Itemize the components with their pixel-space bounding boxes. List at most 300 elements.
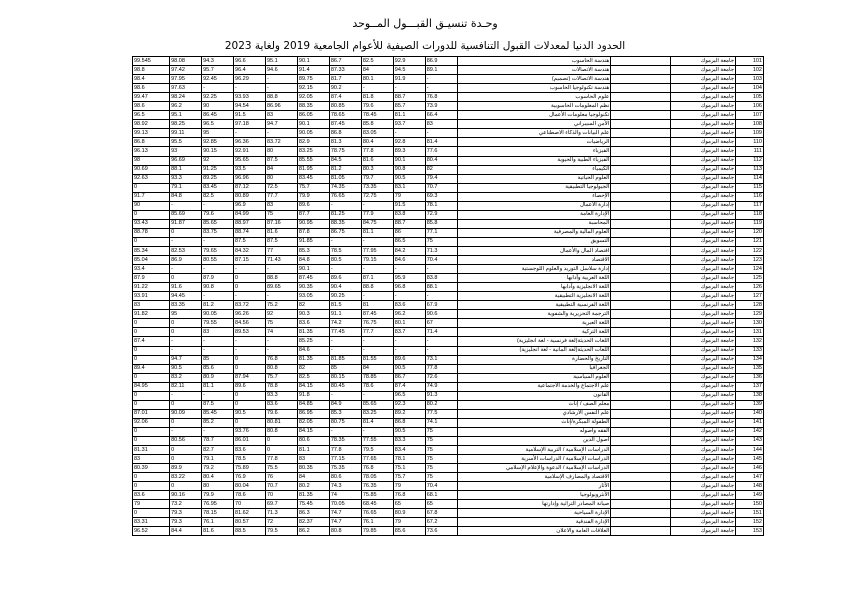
- rate-cell: 75.5: [265, 464, 297, 473]
- rate-cell: 88.35: [297, 102, 329, 111]
- rate-cell: 79.9: [297, 192, 329, 201]
- rate-cell: 92: [265, 310, 297, 319]
- rate-cell: 83.8: [425, 274, 457, 283]
- rate-cell: 83.05: [361, 129, 393, 138]
- rate-cell: -: [170, 337, 202, 346]
- rate-cell: 83: [425, 120, 457, 129]
- rate-cell: 90.5: [234, 409, 266, 418]
- rate-cell: 76.35: [361, 482, 393, 491]
- table-row: [133, 156, 764, 165]
- rate-cell: -: [329, 427, 361, 436]
- row-number-cell: 122: [736, 246, 764, 255]
- rate-cell: 83.75: [202, 228, 234, 237]
- specialization-cell: معلم الصف / إناث: [457, 400, 611, 409]
- rate-cell: 94.5: [393, 66, 425, 75]
- rate-cell: 78.7: [202, 436, 234, 445]
- rate-cell: 0: [234, 364, 266, 373]
- empty-cell: [611, 256, 671, 265]
- rate-cell: 95.5: [170, 138, 202, 147]
- rate-cell: 81.55: [361, 355, 393, 364]
- rate-cell: 83.1: [393, 183, 425, 192]
- row-number-cell: 104: [736, 84, 764, 93]
- rate-cell: 98.92: [133, 120, 170, 129]
- rate-cell: 93.43: [133, 219, 170, 228]
- rate-cell: 77.7: [265, 192, 297, 201]
- rate-cell: 80.9: [202, 373, 234, 382]
- rate-cell: 89.4: [133, 364, 170, 373]
- rate-cell: 75: [425, 455, 457, 464]
- rate-cell: 84.15: [297, 382, 329, 391]
- rate-cell: 95: [202, 129, 234, 138]
- rate-cell: 88.7: [393, 219, 425, 228]
- empty-cell: [611, 265, 671, 274]
- specialization-cell: اللغة العربية وآدابها: [457, 274, 611, 283]
- table-row: [133, 482, 764, 491]
- empty-cell: [611, 518, 671, 527]
- row-number-cell: 124: [736, 265, 764, 274]
- rate-cell: 96.8: [393, 283, 425, 292]
- row-number-cell: 132: [736, 337, 764, 346]
- rate-cell: 85.25: [297, 337, 329, 346]
- rate-cell: 88.74: [234, 228, 266, 237]
- rate-cell: 75.45: [297, 500, 329, 509]
- rate-cell: 90.1: [393, 156, 425, 165]
- rate-cell: 67.2: [425, 518, 457, 527]
- rate-cell: 86.2: [297, 527, 329, 536]
- rate-cell: 80.2: [425, 400, 457, 409]
- rate-cell: 98.4: [133, 75, 170, 84]
- rate-cell: 82.11: [170, 382, 202, 391]
- table-row: [133, 84, 764, 93]
- specialization-cell: التسويق: [457, 237, 611, 246]
- rate-cell: 96.5: [202, 120, 234, 129]
- university-cell: جامعة اليرموك: [671, 283, 736, 292]
- specialization-cell: اللغات الحديثة(لغة فرنسية - لغة انجليزية): [457, 337, 611, 346]
- rate-cell: -: [361, 346, 393, 355]
- rate-cell: 77.8: [361, 147, 393, 156]
- rate-cell: 90: [133, 201, 170, 210]
- rate-cell: 83: [202, 328, 234, 337]
- rate-cell: 80.15: [329, 373, 361, 382]
- rate-cell: 82: [297, 301, 329, 310]
- row-number-cell: 152: [736, 518, 764, 527]
- rate-cell: 0: [170, 482, 202, 491]
- row-number-cell: 115: [736, 183, 764, 192]
- rate-cell: 79.55: [202, 319, 234, 328]
- rate-cell: -: [393, 265, 425, 274]
- row-number-cell: 105: [736, 93, 764, 102]
- rate-cell: 77.5: [425, 409, 457, 418]
- row-number-cell: 117: [736, 201, 764, 210]
- rate-cell: -: [170, 237, 202, 246]
- rate-cell: 0: [133, 427, 170, 436]
- university-cell: جامعة اليرموك: [671, 301, 736, 310]
- row-number-cell: 143: [736, 436, 764, 445]
- rate-cell: 83.72: [234, 301, 266, 310]
- row-number-cell: 146: [736, 464, 764, 473]
- specialization-cell: الفقه وأصوله: [457, 427, 611, 436]
- university-cell: جامعة اليرموك: [671, 464, 736, 473]
- rate-cell: 79.3: [170, 518, 202, 527]
- empty-cell: [611, 57, 671, 66]
- empty-cell: [611, 174, 671, 183]
- rate-cell: 80.8: [265, 364, 297, 373]
- rate-cell: -: [202, 427, 234, 436]
- rate-cell: 76.8: [265, 355, 297, 364]
- table-row: [133, 283, 764, 292]
- specialization-cell: إدارة سلاسل التوريد والعلوم اللوجستية: [457, 265, 611, 274]
- table-row: [133, 210, 764, 219]
- rate-cell: 91.22: [133, 283, 170, 292]
- rate-cell: 88.1: [170, 165, 202, 174]
- rate-cell: 70.4: [425, 482, 457, 491]
- rate-cell: -: [265, 292, 297, 301]
- rate-cell: 73.2: [170, 500, 202, 509]
- rate-cell: 76.95: [202, 500, 234, 509]
- specialization-cell: الترجمة التحريرية والشفوية: [457, 310, 611, 319]
- rate-cell: 79.6: [361, 102, 393, 111]
- rate-cell: 80.3: [361, 165, 393, 174]
- table-row: [133, 382, 764, 391]
- table-row: [133, 509, 764, 518]
- rate-cell: -: [425, 129, 457, 138]
- rate-cell: 0: [170, 328, 202, 337]
- rate-cell: 83.6: [297, 319, 329, 328]
- rate-cell: 80.39: [133, 464, 170, 473]
- rate-cell: 84.6: [297, 346, 329, 355]
- rate-cell: 65: [425, 500, 457, 509]
- rate-cell: 84.5: [329, 156, 361, 165]
- rate-cell: 72.5: [265, 183, 297, 192]
- rate-cell: 0: [133, 373, 170, 382]
- rate-cell: 95.1: [265, 57, 297, 66]
- empty-cell: [611, 310, 671, 319]
- specialization-cell: هندسة الحاسوب: [457, 57, 611, 66]
- rate-cell: 90.25: [329, 292, 361, 301]
- rate-cell: 76: [265, 473, 297, 482]
- row-number-cell: 108: [736, 120, 764, 129]
- empty-cell: [611, 464, 671, 473]
- table-row: [133, 328, 764, 337]
- specialization-cell: اللغة العبرية: [457, 319, 611, 328]
- rate-cell: 73.9: [425, 102, 457, 111]
- rate-cell: 96.69: [170, 156, 202, 165]
- table-row: [133, 246, 764, 255]
- row-number-cell: 126: [736, 283, 764, 292]
- rate-cell: 91.8: [297, 391, 329, 400]
- rate-cell: 85.65: [361, 400, 393, 409]
- table-row: [133, 265, 764, 274]
- rate-cell: 93.05: [297, 292, 329, 301]
- rate-cell: 80.89: [234, 192, 266, 201]
- rate-cell: 98.6: [133, 84, 170, 93]
- row-number-cell: 129: [736, 310, 764, 319]
- rate-cell: 75.7: [265, 373, 297, 382]
- rate-cell: 75: [425, 427, 457, 436]
- rate-cell: 94.45: [170, 292, 202, 301]
- table-row: [133, 93, 764, 102]
- rate-cell: 90.5: [393, 427, 425, 436]
- rate-cell: 90: [202, 102, 234, 111]
- rate-cell: 76.65: [361, 509, 393, 518]
- rate-cell: 83.6: [265, 400, 297, 409]
- row-number-cell: 145: [736, 455, 764, 464]
- rate-cell: 80.56: [170, 436, 202, 445]
- table-row: [133, 373, 764, 382]
- specialization-cell: الفيزياء الطبية والحيوية: [457, 156, 611, 165]
- rate-cell: 90.5: [393, 174, 425, 183]
- rate-cell: 91.7: [133, 192, 170, 201]
- specialization-cell: الإدارة العامة: [457, 210, 611, 219]
- table-row: [133, 66, 764, 75]
- rate-cell: 86: [393, 228, 425, 237]
- table-row: [133, 111, 764, 120]
- rate-cell: 81.6: [265, 228, 297, 237]
- rate-cell: -: [361, 84, 393, 93]
- rate-cell: 0: [234, 274, 266, 283]
- rate-cell: 0: [133, 355, 170, 364]
- table-row: [133, 527, 764, 536]
- empty-cell: [611, 491, 671, 500]
- university-cell: جامعة اليرموك: [671, 210, 736, 219]
- rate-cell: 89.65: [265, 283, 297, 292]
- row-number-cell: 118: [736, 210, 764, 219]
- rate-cell: 90.1: [297, 265, 329, 274]
- specialization-cell: الإدارة السياحية: [457, 509, 611, 518]
- row-number-cell: 151: [736, 509, 764, 518]
- row-number-cell: 119: [736, 219, 764, 228]
- rate-cell: 76.1: [202, 518, 234, 527]
- rate-cell: 80.04: [234, 482, 266, 491]
- university-cell: جامعة اليرموك: [671, 129, 736, 138]
- rate-cell: 79.5: [265, 527, 297, 536]
- rate-cell: -: [425, 75, 457, 84]
- empty-cell: [611, 237, 671, 246]
- rate-cell: 85.34: [133, 246, 170, 255]
- rate-cell: 83.6: [234, 446, 266, 455]
- rate-cell: 83.25: [297, 147, 329, 156]
- rate-cell: 83.25: [361, 409, 393, 418]
- rate-cell: 78.6: [234, 491, 266, 500]
- rate-cell: 0: [170, 400, 202, 409]
- specialization-cell: اللغة الانجليزية التطبيقية: [457, 292, 611, 301]
- row-number-cell: 139: [736, 400, 764, 409]
- rate-cell: 77.7: [361, 328, 393, 337]
- rate-cell: 0: [170, 274, 202, 283]
- rate-cell: 0: [170, 455, 202, 464]
- specialization-cell: هندسة الاتصالات (تصميم): [457, 75, 611, 84]
- specialization-cell: صيانة المصادر التراثية وإدارتها: [457, 500, 611, 509]
- row-number-cell: 153: [736, 527, 764, 536]
- rate-cell: 0: [133, 346, 170, 355]
- empty-cell: [611, 436, 671, 445]
- rate-cell: 96.26: [234, 310, 266, 319]
- rate-cell: 89.25: [202, 174, 234, 183]
- row-number-cell: 147: [736, 473, 764, 482]
- table-row: [133, 391, 764, 400]
- rate-cell: 74: [265, 328, 297, 337]
- rate-cell: 86.7: [393, 373, 425, 382]
- rate-cell: 84.8: [297, 256, 329, 265]
- rate-cell: 73.35: [361, 183, 393, 192]
- empty-cell: [611, 138, 671, 147]
- row-number-cell: 148: [736, 482, 764, 491]
- empty-cell: [611, 246, 671, 255]
- table-row: [133, 192, 764, 201]
- rate-cell: 0: [170, 228, 202, 237]
- rate-cell: 86.3: [297, 509, 329, 518]
- rate-cell: 94.3: [202, 57, 234, 66]
- rate-cell: 79.5: [361, 446, 393, 455]
- rate-cell: 84: [265, 165, 297, 174]
- university-cell: جامعة اليرموك: [671, 111, 736, 120]
- rate-cell: -: [425, 292, 457, 301]
- rate-cell: 0: [133, 328, 170, 337]
- row-number-cell: 101: [736, 57, 764, 66]
- row-number-cell: 133: [736, 346, 764, 355]
- row-number-cell: 140: [736, 409, 764, 418]
- rate-cell: 80.81: [265, 418, 297, 427]
- rate-cell: 87.5: [234, 237, 266, 246]
- rate-cell: 80.6: [329, 473, 361, 482]
- rate-cell: 75.1: [393, 464, 425, 473]
- table-row: [133, 147, 764, 156]
- rate-cell: 75: [425, 237, 457, 246]
- rate-cell: -: [170, 201, 202, 210]
- rate-cell: 73.1: [425, 355, 457, 364]
- rate-cell: 87.5: [202, 400, 234, 409]
- table-row: [133, 355, 764, 364]
- table-row: [133, 337, 764, 346]
- row-number-cell: 142: [736, 427, 764, 436]
- rate-cell: 79.1: [202, 455, 234, 464]
- rate-cell: 93.93: [234, 93, 266, 102]
- rate-cell: 74.7: [329, 518, 361, 527]
- empty-cell: [611, 346, 671, 355]
- rate-cell: 92.15: [297, 84, 329, 93]
- rate-cell: 96.2: [393, 310, 425, 319]
- rate-cell: 88.8: [265, 93, 297, 102]
- rate-cell: 0: [234, 283, 266, 292]
- rate-cell: 71.3: [265, 509, 297, 518]
- rate-cell: 0: [234, 391, 266, 400]
- rate-cell: 82.53: [170, 246, 202, 255]
- rate-cell: -: [329, 265, 361, 274]
- rate-cell: 96.9: [234, 201, 266, 210]
- specialization-cell: هندسة تكنولوجيا الحاسوب: [457, 84, 611, 93]
- rate-cell: 81.35: [297, 491, 329, 500]
- university-cell: جامعة اليرموك: [671, 228, 736, 237]
- rate-cell: 87.1: [361, 274, 393, 283]
- specialization-cell: الفيزياء: [457, 147, 611, 156]
- rate-cell: 75: [265, 319, 297, 328]
- rate-cell: 97.42: [170, 66, 202, 75]
- rate-cell: 90.05: [202, 310, 234, 319]
- specialization-cell: علم النفس الارشادي: [457, 409, 611, 418]
- rate-cell: 90.05: [297, 129, 329, 138]
- row-number-cell: 138: [736, 391, 764, 400]
- university-cell: جامعة اليرموك: [671, 373, 736, 382]
- rate-cell: 92: [202, 156, 234, 165]
- rate-cell: 89.6: [329, 274, 361, 283]
- rate-cell: 96.52: [133, 527, 170, 536]
- rate-cell: 84.85: [297, 400, 329, 409]
- rate-cell: 76.8: [393, 491, 425, 500]
- rate-cell: -: [202, 346, 234, 355]
- rate-cell: 80.2: [297, 482, 329, 491]
- rate-cell: 94.6: [265, 66, 297, 75]
- rate-cell: 81.35: [297, 328, 329, 337]
- university-cell: جامعة اليرموك: [671, 93, 736, 102]
- university-cell: جامعة اليرموك: [671, 446, 736, 455]
- rate-cell: 70: [234, 500, 266, 509]
- rate-cell: 81.2: [329, 165, 361, 174]
- rate-cell: 0: [133, 391, 170, 400]
- rate-cell: 70.4: [425, 256, 457, 265]
- university-cell: جامعة اليرموك: [671, 84, 736, 93]
- rate-cell: 77.95: [361, 246, 393, 255]
- rate-cell: 89.9: [170, 464, 202, 473]
- row-number-cell: 111: [736, 147, 764, 156]
- table-row: [133, 427, 764, 436]
- specialization-cell: التاريخ والحضارة: [457, 355, 611, 364]
- rate-cell: 77.8: [329, 446, 361, 455]
- empty-cell: [611, 319, 671, 328]
- rate-cell: 93.3: [265, 391, 297, 400]
- rate-cell: 83.6: [393, 301, 425, 310]
- rate-cell: 89.2: [393, 409, 425, 418]
- rate-cell: 74: [329, 491, 361, 500]
- rate-cell: 83.31: [133, 518, 170, 527]
- rate-cell: 90.8: [202, 283, 234, 292]
- row-number-cell: 136: [736, 373, 764, 382]
- empty-cell: [611, 500, 671, 509]
- rate-cell: 91.82: [133, 310, 170, 319]
- empty-cell: [611, 364, 671, 373]
- rate-cell: 81.5: [329, 301, 361, 310]
- specialization-cell: العلوم المالية والمصرفية: [457, 228, 611, 237]
- rate-cell: 90.15: [202, 147, 234, 156]
- rate-cell: 82.9: [297, 138, 329, 147]
- university-cell: جامعة اليرموك: [671, 201, 736, 210]
- rate-cell: -: [265, 346, 297, 355]
- rate-cell: 77.15: [329, 455, 361, 464]
- rate-cell: 74.2: [329, 319, 361, 328]
- rate-cell: 0: [133, 509, 170, 518]
- rate-cell: -: [202, 292, 234, 301]
- specialization-cell: العلاقات العامة والاعلان: [457, 527, 611, 536]
- rate-cell: 99.545: [133, 57, 170, 66]
- rate-cell: 75.89: [234, 464, 266, 473]
- rate-cell: 82.37: [297, 518, 329, 527]
- empty-cell: [611, 66, 671, 75]
- row-number-cell: 144: [736, 446, 764, 455]
- rate-cell: 78.5: [234, 455, 266, 464]
- rate-cell: 78.05: [361, 473, 393, 482]
- empty-cell: [611, 228, 671, 237]
- rate-cell: 86.8: [329, 129, 361, 138]
- rate-cell: 86.9: [425, 57, 457, 66]
- rate-cell: 81.7: [329, 75, 361, 84]
- rate-cell: -: [329, 346, 361, 355]
- rate-cell: 75: [425, 473, 457, 482]
- rate-cell: 0: [133, 237, 170, 246]
- rate-cell: 87.5: [265, 156, 297, 165]
- rate-cell: 90.35: [297, 283, 329, 292]
- rate-cell: 78.1: [425, 201, 457, 210]
- rate-cell: 96.13: [133, 147, 170, 156]
- rate-cell: 79.6: [265, 409, 297, 418]
